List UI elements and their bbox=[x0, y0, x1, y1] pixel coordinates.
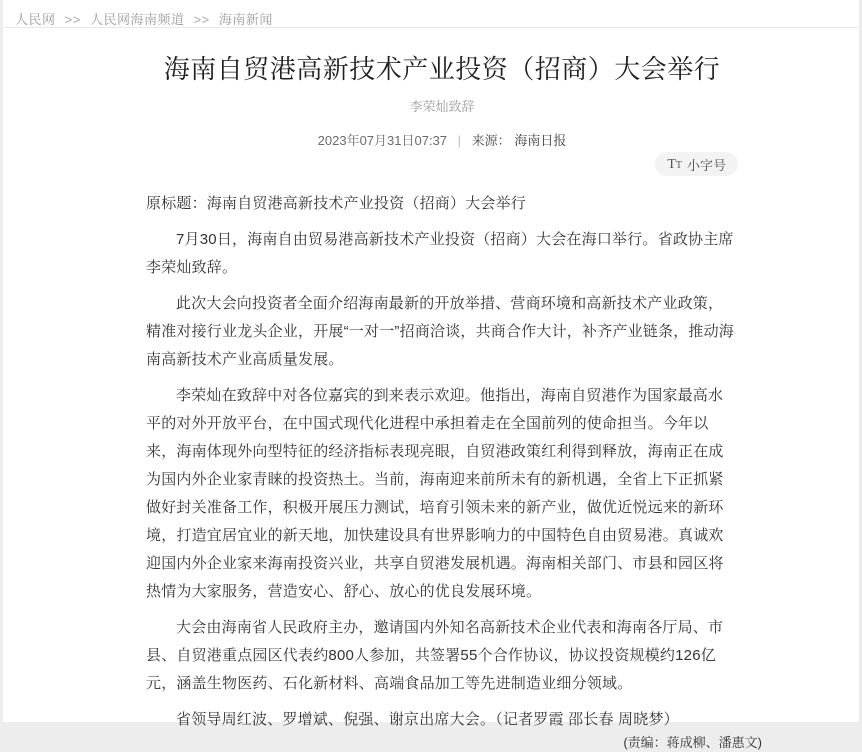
publish-date: 2023年07月31日07:37 bbox=[317, 133, 448, 148]
page-title: 海南自贸港高新技术产业投资（招商）大会举行 bbox=[163, 54, 721, 84]
breadcrumb-separator: >> bbox=[193, 12, 210, 27]
article-page bbox=[3, 0, 859, 750]
article-paragraph-3: 李荣灿在致辞中对各位嘉宾的到来表示欢迎。他指出，海南自贸港作为国家最高水平的对外开放平台，在中国式现代化进程中承担着走在全国前列的使命担当。今年以来，海南体现外向型特征的经济指标表现亮眼，自贸港政策红利得到释放，海南正在成为国内外企业家青睐的投资热土。当前，海南迎来前所未有的新机遇，全省上下正抓紧做好封关准备工作，积极开展压力测试，培育引领未来的新产业，做优近悦远来的新环境，打造宜居宜业的新天地，加快建设具有世界影响力的中国特色自由贸易港。真诚欢迎国内外企业家来海南投资兴业，共享自贸港发展机遇。海南相关部门、市县和园区将热情为大家服务，营造安心、舒心、放心的优良发展环境。 bbox=[146, 387, 724, 600]
font-size-icon: TT bbox=[667, 156, 682, 172]
breadcrumb-link-hainan-channel[interactable]: 人民网海南频道 bbox=[89, 12, 185, 27]
article-paragraph-2: 此次大会向投资者全面介绍海南最新的开放举措、营商环境和高新技术产业政策，精准对接行业龙头企业，开展“一对一”招商洽谈，共商合作大计，补齐产业链条，推动海南高新技术产业高质量发展。 bbox=[146, 295, 734, 368]
breadcrumb bbox=[3, 0, 859, 27]
breadcrumb-link-peoples-daily[interactable]: 人民网 bbox=[15, 12, 56, 27]
source-label: 来源： bbox=[471, 133, 511, 148]
article-paragraph-4: 大会由海南省人民政府主办，邀请国内外知名高新技术企业代表和海南各厅局、市县、自贸港重点园区代表约800人参加，共签署55个合作协议，协议投资规模约126亿元，涵盖生物医药、石化新材料、高端食品加工等先进制造业细分领域。 bbox=[146, 619, 724, 692]
source-link[interactable]: 海南日报 bbox=[514, 133, 567, 148]
article-body bbox=[146, 190, 738, 734]
article-paragraph-1: 7月30日，海南自由贸易港高新技术产业投资（招商）大会在海口举行。省政协主席李荣灿致辞。 bbox=[146, 231, 734, 276]
original-title-line: 原标题：海南自贸港高新技术产业投资（招商）大会举行 bbox=[146, 195, 527, 212]
font-size-button[interactable] bbox=[655, 152, 738, 176]
meta-separator: | bbox=[457, 133, 462, 148]
article-meta bbox=[146, 132, 738, 150]
breadcrumb-separator: >> bbox=[64, 12, 81, 27]
article-subtitle: 李荣灿致辞 bbox=[409, 99, 475, 114]
article-column bbox=[146, 53, 738, 734]
article-toolbar bbox=[146, 152, 738, 176]
breadcrumb-link-hainan-news[interactable]: 海南新闻 bbox=[218, 12, 273, 27]
font-size-label: 小字号 bbox=[686, 157, 726, 173]
article-paragraph-5: 省领导周红波、罗增斌、倪强、谢京出席大会。（记者罗霞 邵长春 周晓梦） bbox=[176, 711, 679, 728]
editors-line: (责编：蒋成柳、潘惠文) bbox=[623, 735, 762, 750]
